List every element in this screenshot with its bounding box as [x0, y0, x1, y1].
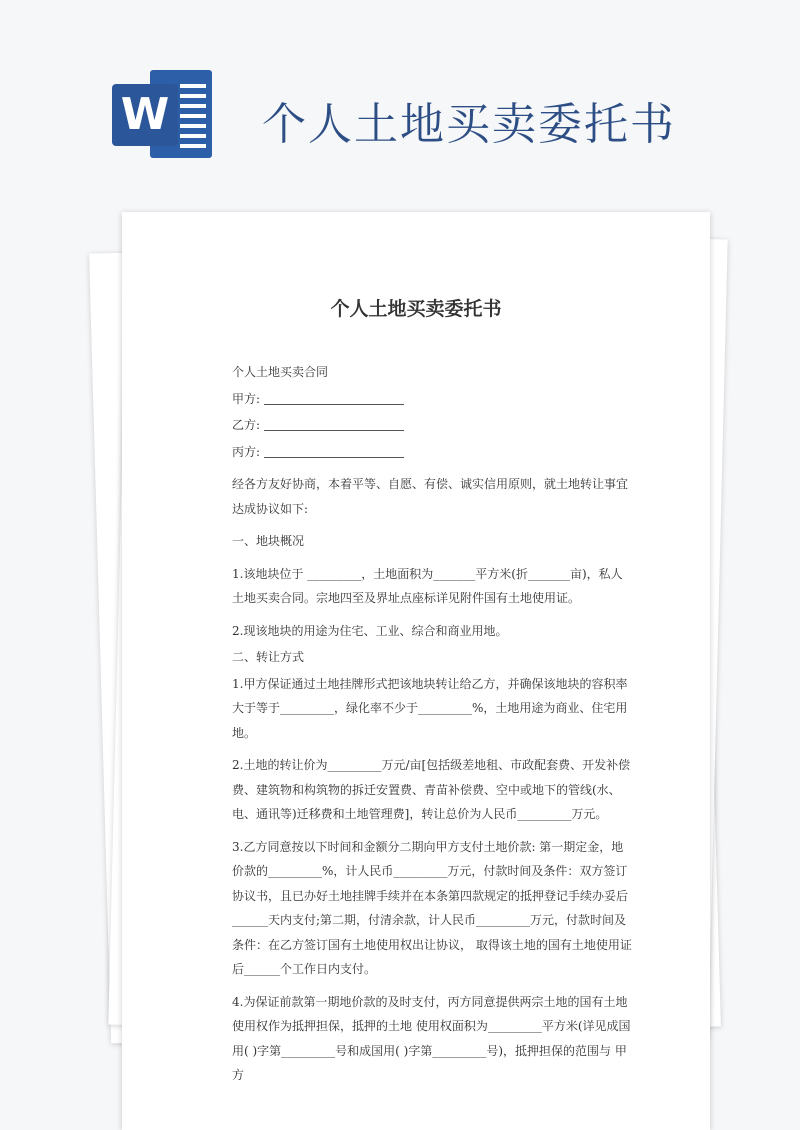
- party-c-label: 丙方:: [232, 444, 261, 459]
- document-body: [232, 360, 632, 1088]
- paragraph: 1.甲方保证通过土地挂牌形式把该地块转让给乙方，并确保该地块的容积率大于等于_________，绿化率不少于_________%，土地用途为商业、住宅用地。: [232, 676, 628, 740]
- party-c-row: [232, 440, 632, 465]
- document-title: 个人土地买卖委托书: [330, 298, 502, 320]
- section-heading: 二、转让方式: [232, 650, 305, 664]
- party-b-blank: [264, 416, 404, 431]
- party-b-row: [232, 413, 632, 438]
- banner-header: [0, 0, 800, 200]
- intro-paragraph: 经各方友好协商，本着平等、自愿、有偿、诚实信用原则，就土地转让事宜达成协议如下:: [232, 477, 629, 516]
- section-heading: 一、地块概况: [232, 534, 305, 548]
- paragraph: 3.乙方同意按以下时间和金额分二期向甲方支付土地价款: 第一期定金，地价款的_________%，计人民币_________万元，付款时间及条件：双方签订协议书，且已办好土地挂牌手续并在本条第四款规定的抵押登记手续办妥后______天内支付;第二期，付清余款，计人民币_________万元，付款时间及条件：在乙方签订国有土地使用权出让协议， 取得该土地的国有土地使用证后______个工作日内支付。: [232, 839, 632, 976]
- party-a-row: [232, 387, 632, 412]
- word-logo-letter: W: [112, 84, 178, 146]
- party-c-blank: [264, 443, 404, 458]
- party-b-label: 乙方:: [232, 418, 261, 432]
- document-page: [122, 212, 710, 1130]
- paragraph: 4.为保证前款第一期地价款的及时支付，丙方同意提供两宗土地的国有土地使用权作为抵押担保，抵押的土地 使用权面积为_________平方米(详见成国用( )字第_________号和成国用( )字第_________号)，抵押担保的范围与 甲方: [232, 994, 631, 1082]
- party-a-blank: [264, 390, 404, 405]
- contract-name: 个人土地买卖合同: [232, 365, 329, 379]
- banner-title: 个人土地买卖委托书: [262, 99, 676, 150]
- paragraph: 2.土地的转让价为_________万元/亩[包括级差地租、市政配套费、开发补偿费、建筑物和构筑物的拆迁安置费、青苗补偿费、空中或地下的管线(水、电、通讯等)迁移费和土地管理费]，转让总价为人民币_________万元。: [232, 758, 631, 821]
- party-a-label: 甲方:: [232, 391, 261, 406]
- word-icon: [112, 70, 212, 158]
- paragraph: 1.该地块位于 _________，土地面积为_______平方米(折_______亩)，私人土地买卖合同。宗地四至及界址点座标详见附件国有土地使用证。: [232, 566, 623, 605]
- paragraph: 2.现该地块的用途为住宅、工业、综合和商业用地。: [232, 623, 508, 638]
